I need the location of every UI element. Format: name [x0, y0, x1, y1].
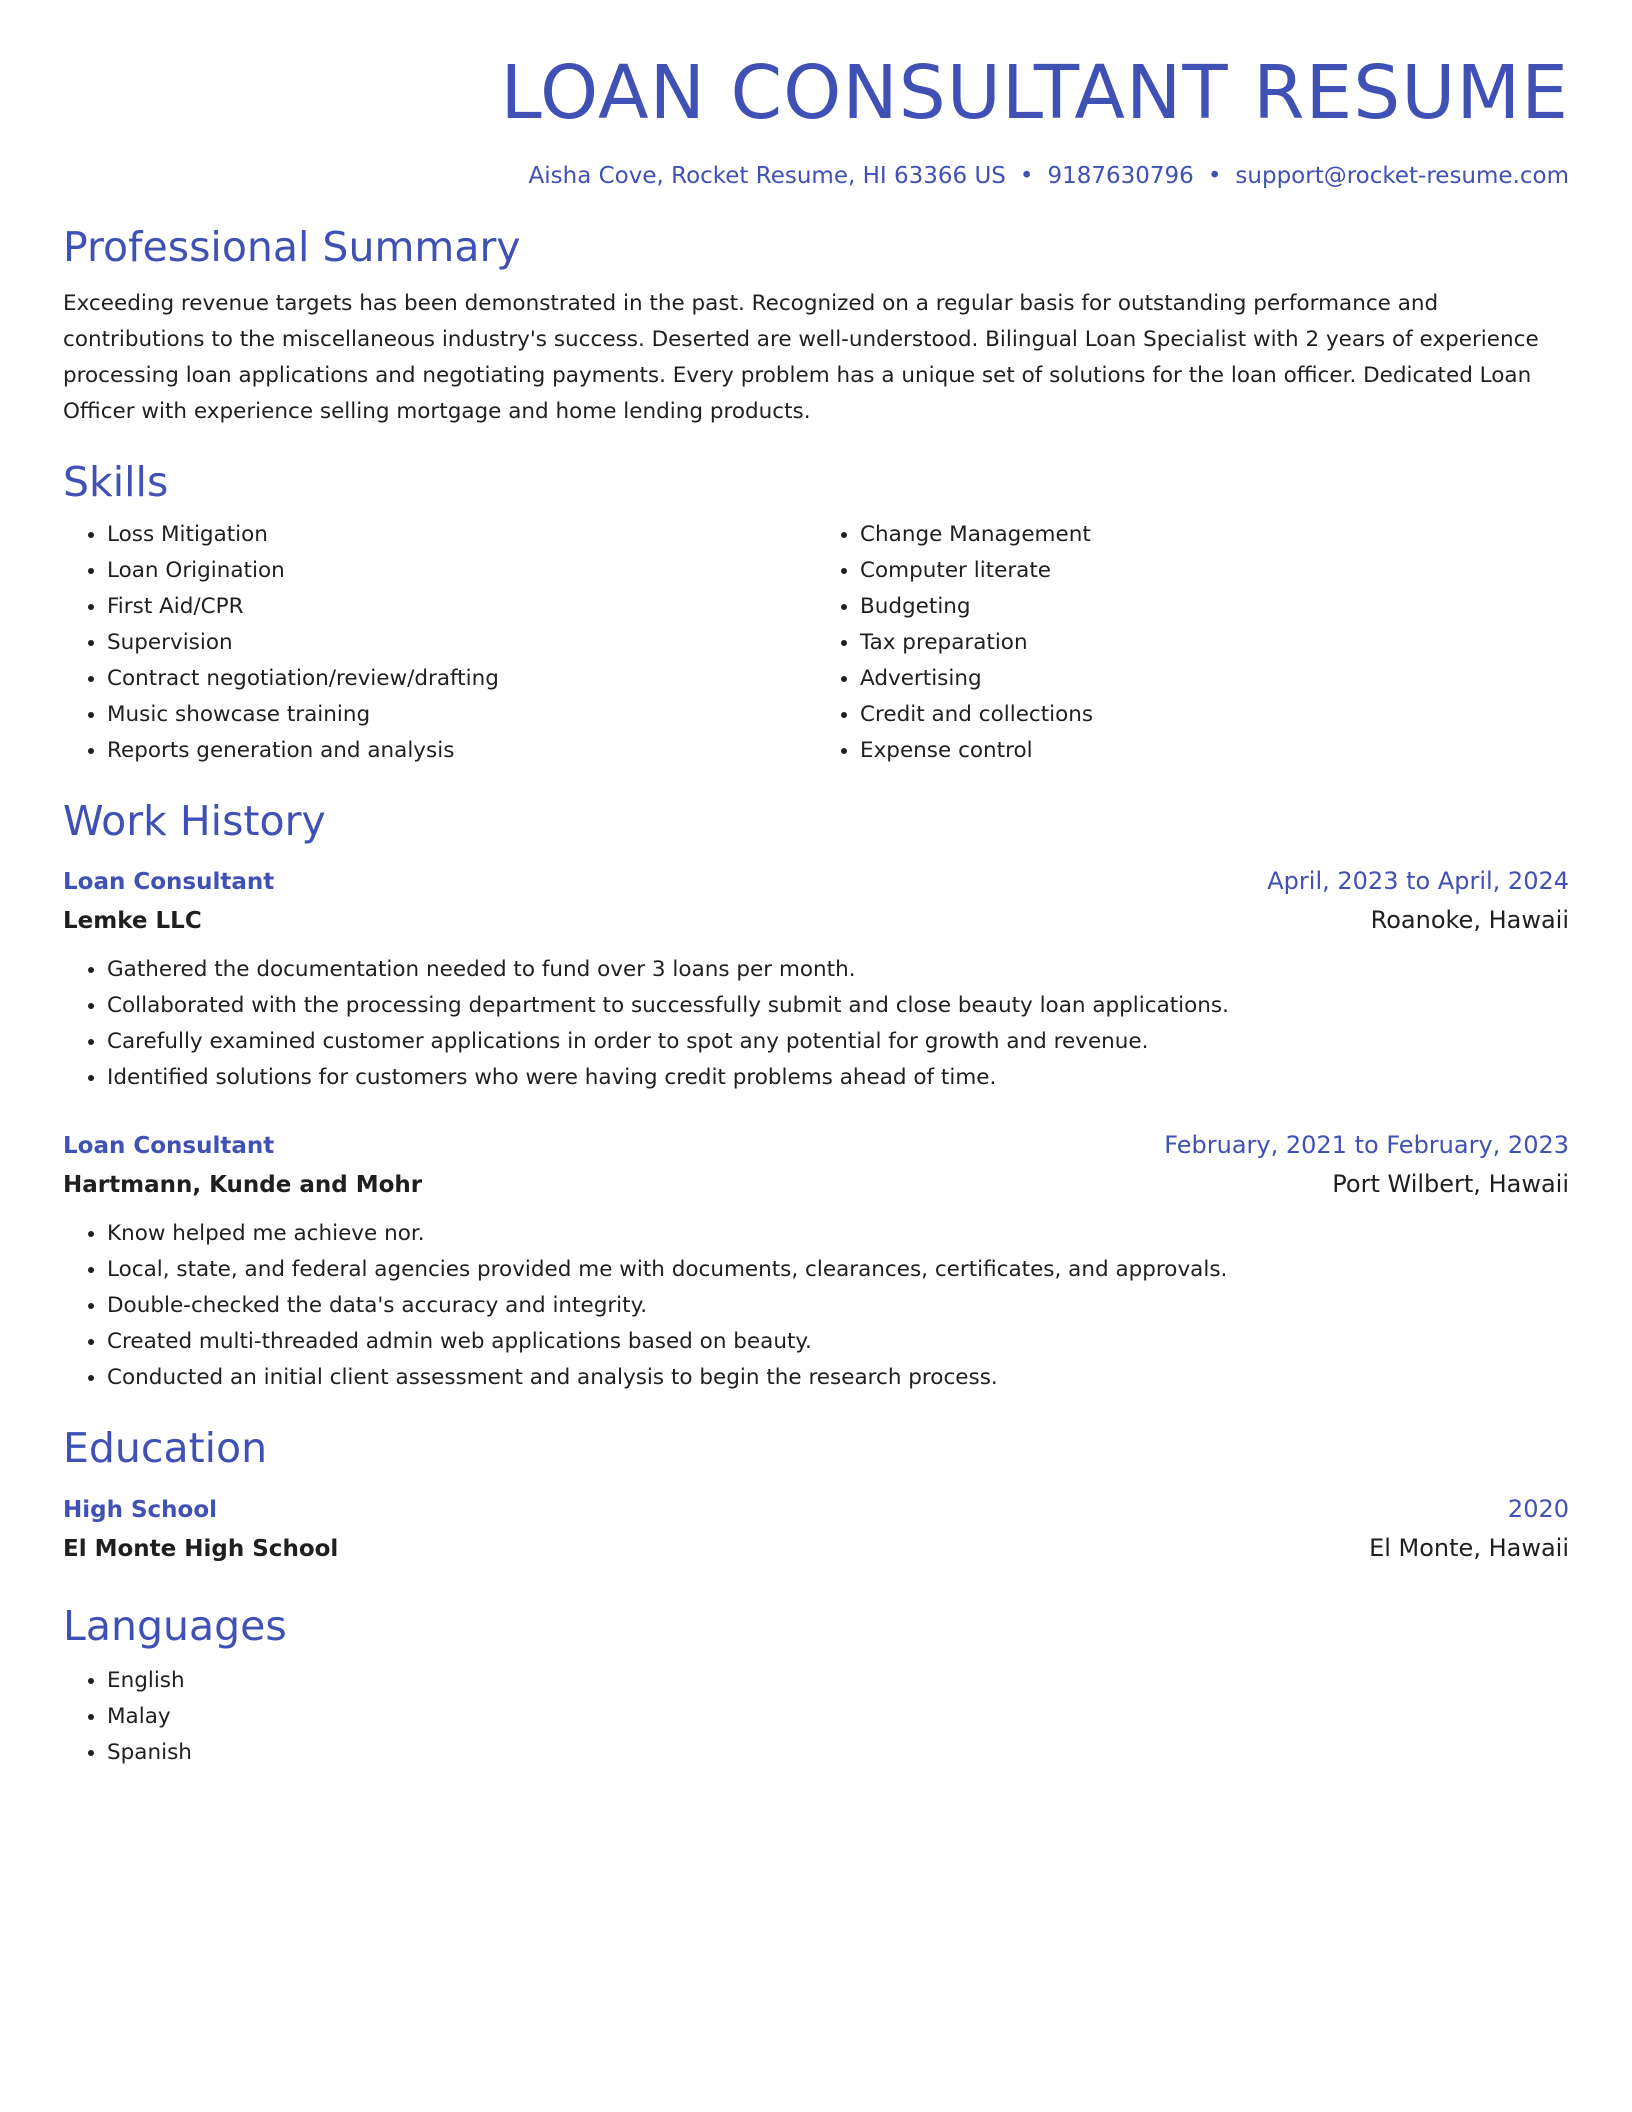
- contact-email: support@rocket-resume.com: [1235, 162, 1569, 189]
- skill-item: • Loss Mitigation: [107, 517, 816, 553]
- work-history-section: [63, 797, 1569, 1396]
- education-entry: [63, 1490, 1569, 1568]
- job-location: Port Wilbert, Hawaii: [1332, 1170, 1569, 1199]
- job-entry: [63, 862, 1569, 1096]
- job-bullet: • Gathered the documentation needed to fund over 3 loans per month.: [107, 952, 1569, 988]
- summary-text: Exceeding revenue targets has been demonstrated in the past. Recognized on a regular basis for outstanding performance and contributions to the miscellaneous industry's success. Deserted are well-understood. Bilingual Loan Specialist with 2 years of experience processing loan applications and negotiating payments. Every problem has a unique set of solutions for the loan officer. Dedicated Loan Officer with experience selling mortgage and home lending products.: [63, 291, 1539, 425]
- skill-item: • Reports generation and analysis: [107, 733, 816, 769]
- job-bullet: • Created multi-threaded admin web applications based on beauty.: [107, 1324, 1569, 1360]
- education-section: [63, 1424, 1569, 1567]
- education-degree: High School: [63, 1496, 218, 1523]
- job-title: Loan Consultant: [63, 1133, 275, 1160]
- job-bullet: • Conducted an initial client assessment and analysis to begin the research process.: [107, 1360, 1569, 1396]
- contact-address: Aisha Cove, Rocket Resume, HI 63366 US: [528, 162, 1006, 189]
- resume-title: LOAN CONSULTANT RESUME: [500, 50, 1569, 136]
- skills-list-left: [63, 517, 816, 769]
- skill-item: • Credit and collections: [860, 697, 1569, 733]
- skill-item: • Computer literate: [860, 553, 1569, 589]
- summary-heading: Professional Summary: [63, 222, 521, 271]
- education-school-row: [63, 1529, 1569, 1568]
- job-location: Roanoke, Hawaii: [1370, 906, 1569, 935]
- contact-phone: 9187630796: [1047, 162, 1194, 189]
- language-item: • English: [107, 1663, 1569, 1699]
- skills-section: [63, 458, 1569, 769]
- skill-item: • Tax preparation: [860, 625, 1569, 661]
- languages-list: [63, 1663, 1569, 1771]
- job-company: Hartmann, Kunde and Mohr: [63, 1172, 423, 1199]
- language-item: • Spanish: [107, 1735, 1569, 1771]
- skill-item: • Advertising: [860, 661, 1569, 697]
- education-header-row: [63, 1490, 1569, 1529]
- education-location: El Monte, Hawaii: [1369, 1533, 1569, 1562]
- job-bullet: • Double-checked the data's accuracy and integrity.: [107, 1288, 1569, 1324]
- skill-item: • Loan Origination: [107, 553, 816, 589]
- skill-item: • Contract negotiation/review/drafting: [107, 661, 816, 697]
- job-dates: April, 2023 to April, 2024: [1267, 867, 1569, 896]
- education-year: 2020: [1507, 1494, 1569, 1523]
- job-header-row: [63, 862, 1569, 901]
- job-header-row: [63, 1126, 1569, 1165]
- job-dates: February, 2021 to February, 2023: [1164, 1131, 1569, 1160]
- education-school: El Monte High School: [63, 1535, 339, 1562]
- job-company-row: [63, 901, 1569, 940]
- skills-grid: [63, 517, 1569, 769]
- contact-separator: •: [1019, 162, 1034, 189]
- languages-heading: Languages: [63, 1601, 287, 1650]
- education-heading: Education: [63, 1424, 268, 1473]
- job-company: Lemke LLC: [63, 908, 202, 935]
- job-bullet: • Collaborated with the processing department to successfully submit and close beauty loan applications.: [107, 988, 1569, 1024]
- job-bullets: [63, 1216, 1569, 1396]
- job-bullet: • Know helped me achieve nor.: [107, 1216, 1569, 1252]
- job-bullets: [63, 952, 1569, 1096]
- skill-item: • First Aid/CPR: [107, 589, 816, 625]
- contact-separator: •: [1207, 162, 1222, 189]
- job-title: Loan Consultant: [63, 869, 275, 896]
- skills-heading: Skills: [63, 458, 169, 507]
- skill-item: • Supervision: [107, 625, 816, 661]
- job-bullet: • Carefully examined customer applications in order to spot any potential for growth and revenue.: [107, 1024, 1569, 1060]
- job-bullet: • Identified solutions for customers who were having credit problems ahead of time.: [107, 1060, 1569, 1096]
- languages-section: [63, 1602, 1569, 1771]
- contact-line: [63, 163, 1569, 189]
- job-bullet: • Local, state, and federal agencies provided me with documents, clearances, certificates, and approvals.: [107, 1252, 1569, 1288]
- skill-item: • Budgeting: [860, 589, 1569, 625]
- work-history-heading: Work History: [63, 797, 326, 846]
- skills-list-right: [816, 517, 1569, 769]
- job-entry: [63, 1126, 1569, 1396]
- skill-item: • Change Management: [860, 517, 1569, 553]
- skill-item: • Expense control: [860, 733, 1569, 769]
- job-company-row: [63, 1165, 1569, 1204]
- language-item: • Malay: [107, 1699, 1569, 1735]
- skill-item: • Music showcase training: [107, 697, 816, 733]
- summary-section: [63, 223, 1569, 430]
